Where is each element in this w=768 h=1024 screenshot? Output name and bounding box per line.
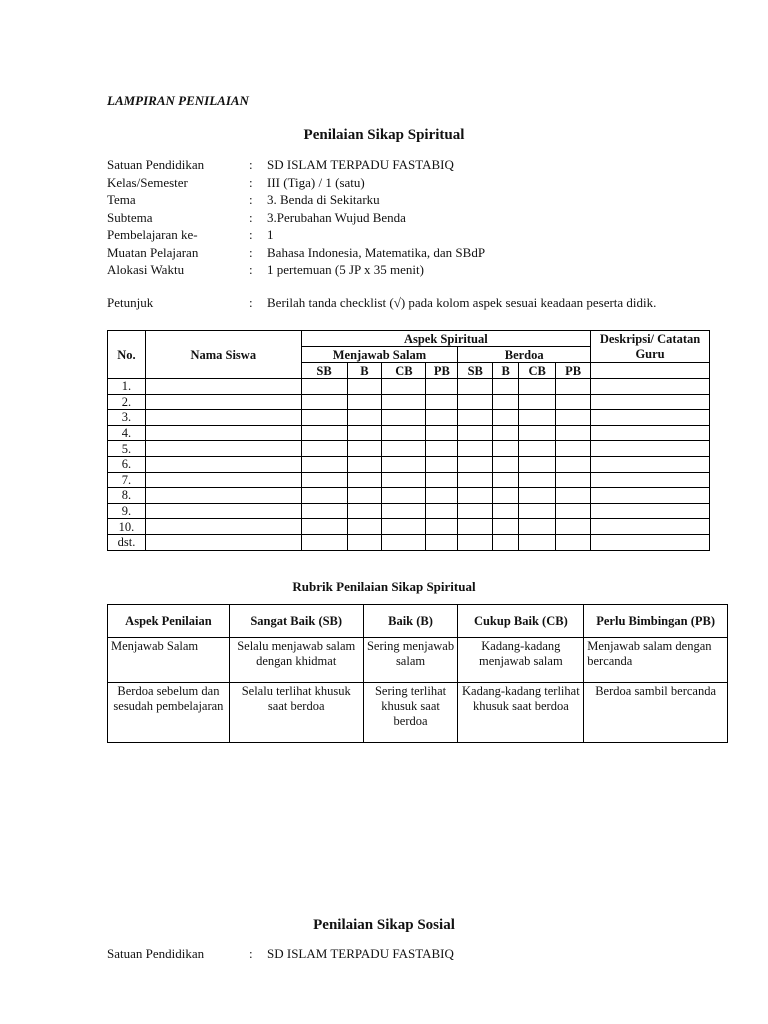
student-name-cell (145, 472, 301, 488)
row-number: 4. (108, 425, 146, 441)
sosial-title: Penilaian Sikap Sosial (313, 917, 455, 933)
row-number: 8. (108, 488, 146, 504)
check-cell (493, 472, 519, 488)
info-separator: : (249, 157, 253, 172)
rubrik-cell: Selalu menjawab salam dengan khidmat (229, 638, 363, 683)
check-cell (301, 534, 347, 550)
check-cell (458, 488, 493, 504)
info-label: Kelas/Semester (107, 174, 188, 190)
check-cell (301, 410, 347, 426)
rubrik-cell: Sering menjawab salam (363, 638, 458, 683)
row-number: 5. (108, 441, 146, 457)
info-value: 1 pertemuan (5 JP x 35 menit) (267, 262, 424, 277)
check-cell (382, 456, 426, 472)
check-cell (519, 503, 556, 519)
col-header-aspek: Aspek Spiritual (301, 331, 590, 347)
check-cell (458, 425, 493, 441)
check-cell (493, 425, 519, 441)
info-separator: : (249, 174, 253, 190)
note-cell (591, 488, 710, 504)
rubrik-cell: Selalu terlihat khusuk saat berdoa (229, 683, 363, 743)
check-cell (519, 410, 556, 426)
check-cell (347, 410, 382, 426)
check-cell (301, 503, 347, 519)
check-cell (458, 472, 493, 488)
check-cell (347, 456, 382, 472)
check-cell (458, 456, 493, 472)
check-cell (301, 379, 347, 395)
student-name-cell (145, 456, 301, 472)
row-number: 3. (108, 410, 146, 426)
check-cell (382, 394, 426, 410)
check-cell (382, 503, 426, 519)
check-cell (426, 441, 458, 457)
petunjuk-separator: : (249, 295, 253, 310)
rubrik-header: Cukup Baik (CB) (458, 605, 584, 638)
check-cell (301, 456, 347, 472)
rubrik-cell: Kadang-kadang terlihat khusuk saat berdoa (458, 683, 584, 743)
check-cell (493, 519, 519, 535)
check-cell (519, 519, 556, 535)
check-cell (426, 519, 458, 535)
sub-header: PB (426, 363, 458, 379)
table-row (108, 425, 710, 441)
info-label: Alokasi Waktu (107, 262, 185, 277)
check-cell (493, 410, 519, 426)
check-cell (493, 441, 519, 457)
row-number: 1. (108, 379, 146, 395)
check-cell (519, 456, 556, 472)
note-cell (591, 425, 710, 441)
info-value: III (Tiga) / 1 (satu) (267, 174, 365, 190)
check-cell (301, 519, 347, 535)
sub-header: SB (301, 363, 347, 379)
table-row (108, 394, 710, 410)
sub-header: B (493, 363, 519, 379)
check-cell (426, 394, 458, 410)
check-cell (382, 379, 426, 395)
student-name-cell (145, 394, 301, 410)
rubrik-cell: Berdoa sebelum dan sesudah pembelajaran (108, 683, 230, 743)
check-cell (458, 503, 493, 519)
check-cell (458, 441, 493, 457)
table-row (108, 456, 710, 472)
check-cell (382, 519, 426, 535)
info-value: Bahasa Indonesia, Matematika, dan SBdP (267, 244, 486, 260)
check-cell (347, 394, 382, 410)
rubrik-cell: Kadang-kadang menjawab salam (458, 638, 584, 683)
row-number: 2. (108, 394, 146, 410)
check-cell (556, 394, 591, 410)
check-cell (556, 534, 591, 550)
note-cell (591, 441, 710, 457)
check-cell (347, 488, 382, 504)
check-cell (426, 379, 458, 395)
student-rows (108, 379, 710, 551)
check-cell (347, 425, 382, 441)
check-cell (301, 441, 347, 457)
student-name-cell (145, 503, 301, 519)
note-cell (591, 519, 710, 535)
student-name-cell (145, 488, 301, 504)
col-header-menjawab-salam: Menjawab Salam (301, 347, 458, 363)
check-cell (556, 488, 591, 504)
check-cell (556, 456, 591, 472)
student-name-cell (145, 410, 301, 426)
check-cell (347, 519, 382, 535)
check-cell (519, 488, 556, 504)
info-label: Satuan Pendidikan (107, 946, 205, 961)
check-cell (347, 472, 382, 488)
check-cell (301, 394, 347, 410)
check-cell (519, 394, 556, 410)
info-label: Tema (107, 192, 136, 207)
check-cell (382, 441, 426, 457)
table-row (108, 379, 710, 395)
note-cell (591, 456, 710, 472)
petunjuk-text: Berilah tanda checklist (√) pada kolom aspek sesuai keadaan peserta didik. (267, 295, 657, 310)
check-cell (301, 472, 347, 488)
info-separator: : (249, 209, 253, 225)
check-cell (458, 534, 493, 550)
check-cell (519, 425, 556, 441)
check-cell (458, 519, 493, 535)
check-cell (556, 472, 591, 488)
check-cell (426, 488, 458, 504)
lampiran-heading: LAMPIRAN PENILAIAN (107, 93, 249, 108)
table-row (108, 488, 710, 504)
info-value: 3. Benda di Sekitarku (267, 192, 380, 207)
row-number: 6. (108, 456, 146, 472)
student-name-cell (145, 534, 301, 550)
check-cell (556, 441, 591, 457)
check-cell (382, 488, 426, 504)
check-cell (347, 441, 382, 457)
info-value: 1 (267, 227, 274, 242)
student-name-cell (145, 519, 301, 535)
row-number: 7. (108, 472, 146, 488)
info-value: SD ISLAM TERPADU FASTABIQ (267, 157, 454, 172)
check-cell (426, 534, 458, 550)
note-cell (591, 472, 710, 488)
col-header-no: No. (108, 331, 146, 379)
col-header-deskripsi: Deskripsi/ Catatan Guru (591, 331, 710, 363)
sub-header: SB (458, 363, 493, 379)
rubrik-header: Sangat Baik (SB) (229, 605, 363, 638)
note-cell (591, 379, 710, 395)
info-separator: : (249, 946, 253, 961)
check-cell (493, 456, 519, 472)
check-cell (556, 519, 591, 535)
row-number: 10. (108, 519, 146, 535)
check-cell (426, 456, 458, 472)
info-value: 3.Perubahan Wujud Benda (267, 209, 406, 225)
check-cell (301, 488, 347, 504)
rubrik-header: Aspek Penilaian (108, 605, 230, 638)
row-number: 9. (108, 503, 146, 519)
rubrik-header: Perlu Bimbingan (PB) (584, 605, 728, 638)
rubrik-cell: Menjawab salam dengan bercanda (584, 638, 728, 683)
check-cell (493, 488, 519, 504)
rubrik-cell: Sering terlihat khusuk saat berdoa (363, 683, 458, 743)
check-cell (556, 503, 591, 519)
spiritual-title: Penilaian Sikap Spiritual (303, 127, 465, 143)
check-cell (347, 534, 382, 550)
rubrik-title: Rubrik Penilaian Sikap Spiritual (292, 579, 476, 594)
check-cell (382, 534, 426, 550)
note-cell (591, 410, 710, 426)
check-cell (382, 472, 426, 488)
info-value: SD ISLAM TERPADU FASTABIQ (267, 946, 454, 961)
check-cell (519, 441, 556, 457)
table-row (108, 472, 710, 488)
col-header-nama: Nama Siswa (145, 331, 301, 379)
note-cell (591, 394, 710, 410)
rubrik-header: Baik (B) (363, 605, 458, 638)
rubrik-cell: Berdoa sambil bercanda (584, 683, 728, 743)
check-cell (347, 503, 382, 519)
table-row (108, 441, 710, 457)
student-name-cell (145, 425, 301, 441)
note-cell (591, 534, 710, 550)
table-row (108, 503, 710, 519)
table-row (108, 410, 710, 426)
info-label: Satuan Pendidikan (107, 157, 205, 172)
check-cell (426, 472, 458, 488)
info-separator: : (249, 227, 253, 242)
spiritual-assessment-table (107, 330, 710, 551)
check-cell (556, 425, 591, 441)
sub-header-empty (591, 363, 710, 379)
col-header-berdoa: Berdoa (458, 347, 591, 363)
check-cell (493, 503, 519, 519)
sub-header: PB (556, 363, 591, 379)
check-cell (519, 379, 556, 395)
check-cell (458, 410, 493, 426)
check-cell (493, 534, 519, 550)
check-cell (426, 425, 458, 441)
info-label: Pembelajaran ke- (107, 227, 198, 242)
check-cell (556, 410, 591, 426)
sub-header: CB (382, 363, 426, 379)
info-separator: : (249, 262, 253, 277)
row-number: dst. (108, 534, 146, 550)
check-cell (426, 503, 458, 519)
sub-header: CB (519, 363, 556, 379)
info-separator: : (249, 192, 253, 207)
check-cell (301, 425, 347, 441)
check-cell (493, 379, 519, 395)
check-cell (458, 394, 493, 410)
check-cell (519, 534, 556, 550)
petunjuk-label: Petunjuk (107, 295, 154, 310)
note-cell (591, 503, 710, 519)
student-name-cell (145, 379, 301, 395)
table-row (108, 519, 710, 535)
sub-header: B (347, 363, 382, 379)
info-label: Muatan Pelajaran (107, 244, 199, 260)
check-cell (458, 379, 493, 395)
check-cell (382, 410, 426, 426)
check-cell (493, 394, 519, 410)
info-separator: : (249, 244, 253, 260)
student-name-cell (145, 441, 301, 457)
check-cell (382, 425, 426, 441)
check-cell (426, 410, 458, 426)
check-cell (556, 379, 591, 395)
info-label: Subtema (107, 209, 153, 225)
rubrik-cell: Menjawab Salam (108, 638, 230, 683)
check-cell (347, 379, 382, 395)
rubrik-table (107, 604, 728, 743)
check-cell (519, 472, 556, 488)
table-row (108, 534, 710, 550)
